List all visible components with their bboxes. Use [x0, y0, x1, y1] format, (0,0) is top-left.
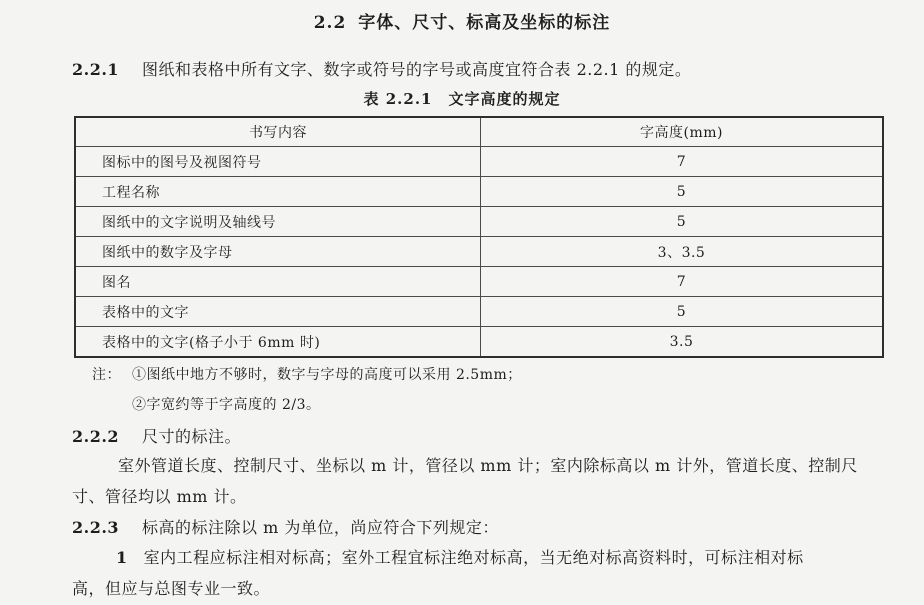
- paragraph-line: 寸、管径均以 mm 计。: [72, 487, 247, 506]
- column-header: 书写内容: [75, 117, 481, 147]
- table-title: 文字高度的规定: [448, 90, 561, 108]
- section-title-text: 字体、尺寸、标高及坐标的标注: [358, 13, 611, 33]
- list-item: [116, 545, 804, 568]
- table-cell: 表格中的文字(格子小于 6mm 时): [75, 327, 481, 358]
- table-row: [75, 237, 883, 267]
- item-number: 1: [116, 548, 128, 567]
- paragraph-line: 室外管道长度、控制尺寸、坐标以 m 计，管径以 mm 计；室内除标高以 m 计外，管道长度、控制尺: [118, 456, 858, 475]
- table-cell: 图标中的图号及视图符号: [75, 147, 481, 177]
- note-label: 注：: [92, 367, 121, 383]
- column-header: 字高度(mm): [481, 117, 884, 147]
- table-caption: [0, 88, 924, 109]
- clause-number: 2.2.1: [72, 60, 120, 79]
- table-cell: 5: [481, 207, 884, 237]
- table-cell: 图名: [75, 267, 481, 297]
- table-cell: 3、3.5: [481, 237, 884, 267]
- table-cell: 图纸中的文字说明及轴线号: [75, 207, 481, 237]
- table-row: [75, 207, 883, 237]
- note-2: ②字宽约等于字高度的 2/3。: [132, 397, 321, 413]
- clause-2-2-3: [72, 515, 499, 538]
- clause-text: 图纸和表格中所有文字、数字或符号的字号或高度宜符合表 2.2.1 的规定。: [142, 60, 692, 79]
- table-cell: 5: [481, 297, 884, 327]
- clause-text: 尺寸的标注。: [142, 427, 242, 446]
- section-number: 2.2: [313, 13, 347, 33]
- clause-2-2-2: [72, 424, 241, 447]
- table-row: [75, 297, 883, 327]
- table-row: [75, 327, 883, 358]
- item-text: 室内工程应标注相对标高；室外工程宜标注绝对标高，当无绝对标高资料时，可标注相对标: [143, 548, 804, 567]
- clause-2-2-1: [72, 57, 691, 80]
- table-cell: 7: [481, 267, 884, 297]
- table-number: 表 2.2.1: [363, 90, 433, 108]
- clause-text: 标高的标注除以 m 为单位，尚应符合下列规定：: [142, 518, 499, 537]
- table-row: [75, 147, 883, 177]
- table-cell: 表格中的文字: [75, 297, 481, 327]
- table-cell: 7: [481, 147, 884, 177]
- table-cell: 5: [481, 177, 884, 207]
- note-text: ①图纸中地方不够时，数字与字母的高度可以采用 2.5mm；: [132, 367, 522, 383]
- clause-number: 2.2.2: [72, 427, 120, 446]
- paragraph-line: 高，但应与总图专业一致。: [72, 579, 271, 598]
- table-row: [75, 267, 883, 297]
- table-cell: 工程名称: [75, 177, 481, 207]
- text-height-table: [74, 116, 884, 358]
- table-cell: 图纸中的数字及字母: [75, 237, 481, 267]
- table-header-row: [75, 117, 883, 147]
- table-cell: 3.5: [481, 327, 884, 358]
- note-1: [92, 364, 522, 384]
- section-title: [0, 8, 924, 33]
- clause-number: 2.2.3: [72, 518, 120, 537]
- table-row: [75, 177, 883, 207]
